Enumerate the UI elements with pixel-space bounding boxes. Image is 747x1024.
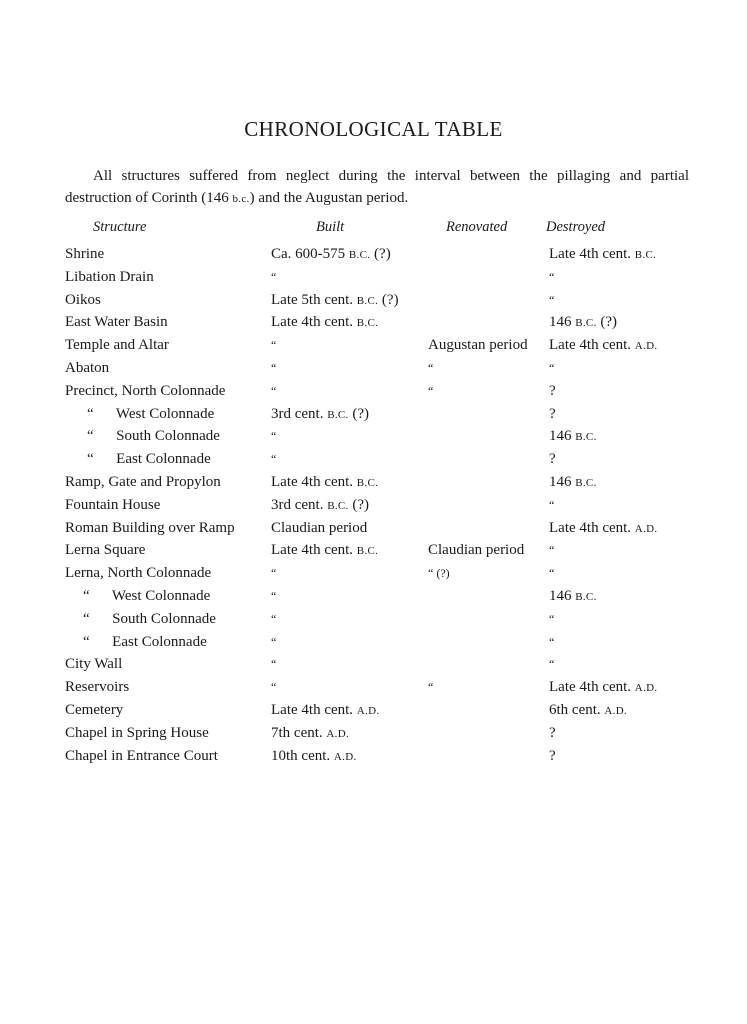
table-row bbox=[0, 494, 747, 517]
table-row bbox=[0, 745, 747, 768]
table-row bbox=[0, 562, 747, 585]
cell-structure: Chapel in Spring House bbox=[65, 724, 209, 741]
cell-destroyed: Late 4th cent. A.D. bbox=[549, 337, 658, 354]
cell-built: “ bbox=[271, 269, 277, 284]
table-row bbox=[0, 699, 747, 722]
cell-destroyed: 146 B.C. bbox=[549, 428, 597, 445]
cell-built: “ bbox=[271, 566, 277, 581]
intro-paragraph bbox=[65, 165, 689, 210]
cell-destroyed: “ bbox=[549, 657, 555, 672]
cell-built: “ bbox=[271, 452, 277, 467]
header-destroyed: Destroyed bbox=[546, 219, 606, 235]
cell-built: “ bbox=[271, 383, 277, 398]
era-mark: B.C. bbox=[327, 408, 349, 421]
cell-built: “ bbox=[271, 429, 277, 444]
era-mark: A.D. bbox=[634, 340, 658, 353]
cell-structure: Chapel in Entrance Court bbox=[65, 747, 218, 764]
table-row bbox=[0, 289, 747, 312]
era-mark: A.D. bbox=[326, 727, 349, 740]
table-row bbox=[0, 243, 747, 266]
cell-built: “ bbox=[271, 588, 277, 603]
table-row bbox=[0, 403, 747, 426]
era-mark: A.D. bbox=[333, 750, 357, 763]
table-row bbox=[0, 425, 747, 448]
table-row bbox=[0, 676, 747, 699]
cell-built: “ bbox=[271, 338, 277, 353]
era-mark: A.D. bbox=[634, 522, 658, 535]
era-mark: B.C. bbox=[348, 249, 371, 261]
era-mark: B.C. bbox=[356, 545, 379, 558]
era-mark: A.D. bbox=[356, 704, 380, 717]
cell-built: Ca. 600-575 B.C. (?) bbox=[271, 246, 391, 262]
cell-structure: Abaton bbox=[65, 359, 110, 376]
cell-structure: Fountain House bbox=[65, 496, 161, 513]
cell-built: “ bbox=[271, 360, 277, 375]
cell-structure: “ South Colonnade bbox=[87, 428, 220, 445]
table-row bbox=[0, 631, 747, 654]
cell-renovated: “ bbox=[428, 680, 434, 695]
table-row bbox=[0, 653, 747, 676]
cell-destroyed: “ bbox=[549, 634, 555, 649]
cell-destroyed: “ bbox=[549, 611, 555, 626]
cell-built: Late 4th cent. B.C. bbox=[271, 542, 379, 559]
table-row bbox=[0, 585, 747, 608]
cell-structure: Libation Drain bbox=[65, 268, 154, 285]
intro-text-1: All structures suffered from neglect during the interval between the pillaging and partial destruction of Corinth (146 bbox=[65, 168, 689, 206]
cell-destroyed: Late 4th cent. B.C. bbox=[549, 246, 657, 262]
cell-structure: Shrine bbox=[65, 246, 105, 262]
cell-destroyed: ? bbox=[549, 747, 556, 764]
cell-destroyed: Late 4th cent. A.D. bbox=[549, 519, 658, 536]
cell-built: “ bbox=[271, 680, 277, 695]
cell-built: 3rd cent. B.C. (?) bbox=[271, 496, 370, 513]
table-row bbox=[0, 539, 747, 562]
cell-structure: Lerna Square bbox=[65, 542, 146, 559]
cell-built: 7th cent. A.D. bbox=[271, 724, 349, 741]
cell-structure: “ South Colonnade bbox=[83, 610, 216, 627]
cell-destroyed: “ bbox=[549, 497, 555, 512]
cell-structure: Roman Building over Ramp bbox=[65, 519, 235, 536]
cell-structure: Temple and Altar bbox=[65, 337, 169, 354]
table-row bbox=[0, 380, 747, 403]
cell-destroyed: ? bbox=[549, 724, 556, 741]
cell-structure: East Water Basin bbox=[65, 314, 168, 331]
cell-structure: “ East Colonnade bbox=[83, 633, 207, 650]
cell-structure: Ramp, Gate and Propylon bbox=[65, 473, 221, 490]
cell-structure: Oikos bbox=[65, 291, 101, 308]
cell-destroyed: 146 B.C. bbox=[549, 473, 597, 490]
cell-structure: Cemetery bbox=[65, 701, 124, 718]
cell-structure: Precinct, North Colonnade bbox=[65, 382, 226, 399]
cell-built: Claudian period bbox=[271, 519, 368, 536]
cell-structure: “ East Colonnade bbox=[87, 451, 211, 468]
cell-built: Late 4th cent. B.C. bbox=[271, 473, 379, 490]
cell-renovated: “ bbox=[428, 360, 434, 375]
intro-bc: b.c. bbox=[232, 193, 250, 205]
era-mark: B.C. bbox=[634, 249, 657, 261]
table-row bbox=[0, 311, 747, 334]
table-row bbox=[0, 266, 747, 289]
era-mark: B.C. bbox=[575, 590, 597, 603]
intro-text-2: ) and the Augustan period. bbox=[249, 190, 409, 206]
table-row bbox=[0, 471, 747, 494]
cell-structure: City Wall bbox=[65, 656, 123, 673]
cell-destroyed: “ bbox=[549, 566, 555, 581]
cell-destroyed: 146 B.C. bbox=[549, 587, 597, 604]
era-mark: B.C. bbox=[575, 476, 597, 489]
chronology-table bbox=[0, 243, 747, 767]
cell-structure: “ West Colonnade bbox=[87, 405, 215, 422]
table-row bbox=[0, 357, 747, 380]
cell-renovated: “ bbox=[428, 383, 434, 398]
cell-destroyed: ? bbox=[549, 405, 556, 422]
cell-destroyed: Late 4th cent. A.D. bbox=[549, 679, 658, 696]
cell-built: Late 4th cent. A.D. bbox=[271, 701, 380, 718]
cell-renovated: Claudian period bbox=[428, 542, 525, 559]
cell-built: 3rd cent. B.C. (?) bbox=[271, 405, 370, 422]
cell-renovated: Augustan period bbox=[428, 337, 528, 354]
cell-built: “ bbox=[271, 634, 277, 649]
cell-renovated: “ (?) bbox=[428, 566, 450, 581]
cell-built: “ bbox=[271, 657, 277, 672]
table-row bbox=[0, 608, 747, 631]
cell-structure: “ West Colonnade bbox=[83, 587, 211, 604]
era-mark: B.C. bbox=[575, 317, 597, 330]
era-mark: B.C. bbox=[575, 431, 597, 444]
era-mark: B.C. bbox=[356, 294, 379, 307]
era-mark: B.C. bbox=[356, 476, 379, 489]
cell-destroyed: 6th cent. A.D. bbox=[549, 701, 627, 718]
era-mark: A.D. bbox=[604, 704, 627, 717]
era-mark: B.C. bbox=[327, 499, 349, 512]
era-mark: B.C. bbox=[356, 317, 379, 330]
cell-destroyed: 146 B.C. (?) bbox=[549, 314, 618, 331]
header-built: Built bbox=[316, 219, 345, 235]
cell-built: 10th cent. A.D. bbox=[271, 747, 357, 764]
cell-destroyed: ? bbox=[549, 382, 556, 399]
cell-destroyed: “ bbox=[549, 543, 555, 558]
table-row bbox=[0, 517, 747, 540]
header-structure: Structure bbox=[93, 219, 147, 235]
cell-built: “ bbox=[271, 611, 277, 626]
table-row bbox=[0, 448, 747, 471]
era-mark: A.D. bbox=[634, 682, 658, 695]
cell-destroyed: ? bbox=[549, 451, 556, 468]
cell-built: Late 4th cent. B.C. bbox=[271, 314, 379, 331]
cell-destroyed: “ bbox=[549, 360, 555, 375]
cell-destroyed: “ bbox=[549, 269, 555, 284]
cell-structure: Lerna, North Colonnade bbox=[65, 565, 212, 582]
header-renovated: Renovated bbox=[446, 219, 508, 235]
table-row bbox=[0, 334, 747, 357]
page-title: CHRONOLOGICAL TABLE bbox=[244, 117, 503, 141]
cell-built: Late 5th cent. B.C. (?) bbox=[271, 291, 399, 308]
cell-destroyed: “ bbox=[549, 292, 555, 307]
cell-structure: Reservoirs bbox=[65, 679, 130, 696]
table-row bbox=[0, 722, 747, 745]
